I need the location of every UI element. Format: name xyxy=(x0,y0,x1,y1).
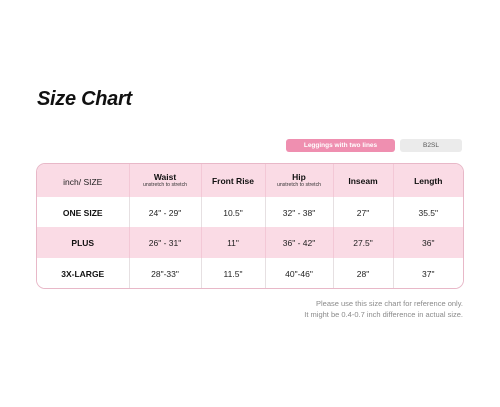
header-waist-cell xyxy=(129,164,201,197)
cell-value: 26" - 31" xyxy=(148,238,182,249)
front-rise-cell xyxy=(201,197,265,227)
cell-value: 32" - 38" xyxy=(282,208,316,219)
page-title: Size Chart xyxy=(37,88,132,110)
size-name-cell xyxy=(37,227,129,257)
table-row xyxy=(37,258,463,288)
front-rise-header-label: Front Rise xyxy=(211,175,255,186)
cell-value: 11" xyxy=(227,238,239,249)
disclaimer-note xyxy=(304,298,463,320)
hip-header-label: Hip xyxy=(292,172,306,182)
inseam-header-label: Inseam xyxy=(348,175,378,186)
header-unit-cell xyxy=(37,164,129,197)
cell-value: 36" - 42" xyxy=(282,238,316,249)
inseam-cell xyxy=(333,197,393,227)
table-row xyxy=(37,197,463,227)
waist-header-label: Waist xyxy=(153,172,177,182)
hip-cell xyxy=(265,258,333,288)
header-front-rise-cell xyxy=(201,164,265,197)
size-name: 3X-LARGE xyxy=(61,268,105,279)
length-cell xyxy=(393,227,463,257)
product-code-tag: B2SL xyxy=(400,139,462,152)
cell-value: 27.5" xyxy=(353,238,373,249)
cell-value: 28" xyxy=(356,268,370,279)
waist-cell xyxy=(129,197,201,227)
cell-value: 40"-46" xyxy=(285,268,313,279)
header-hip-cell xyxy=(265,164,333,197)
cell-value: 24" - 29" xyxy=(148,208,182,219)
cell-value: 11.5" xyxy=(223,268,243,279)
disclaimer-line-2: It might be 0.4-0.7 inch difference in actual size. xyxy=(304,310,463,319)
unit-header-label: inch/ SIZE xyxy=(63,176,103,187)
waist-cell xyxy=(129,258,201,288)
front-rise-cell xyxy=(201,258,265,288)
size-chart-table xyxy=(36,163,464,289)
table-row xyxy=(37,227,463,257)
cell-value: 35.5" xyxy=(418,208,439,219)
size-name: ONE SIZE xyxy=(62,208,103,219)
length-cell xyxy=(393,197,463,227)
hip-cell xyxy=(265,227,333,257)
inseam-cell xyxy=(333,258,393,288)
size-name-cell xyxy=(37,258,129,288)
length-cell xyxy=(393,258,463,288)
cell-value: 37" xyxy=(422,268,435,279)
cell-value: 28"-33" xyxy=(151,268,179,279)
hip-cell xyxy=(265,197,333,227)
front-rise-cell xyxy=(201,227,265,257)
cell-value: 36" xyxy=(422,238,435,249)
header-length-cell xyxy=(393,164,463,197)
cell-value: 10.5" xyxy=(223,208,243,219)
style-tag: Leggings with two lines xyxy=(286,139,395,152)
table-header-row xyxy=(37,164,463,197)
cell-value: 27" xyxy=(356,208,370,219)
size-name-cell xyxy=(37,197,129,227)
inseam-cell xyxy=(333,227,393,257)
disclaimer-line-1: Please use this size chart for reference only. xyxy=(315,299,463,308)
size-name: PLUS xyxy=(71,238,95,249)
waist-header-sublabel: unstretch to stretch xyxy=(142,182,188,188)
size-table xyxy=(37,164,463,288)
header-inseam-cell xyxy=(333,164,393,197)
hip-header-sublabel: unstretch to stretch xyxy=(276,182,322,188)
waist-cell xyxy=(129,227,201,257)
length-header-label: Length xyxy=(414,175,443,186)
